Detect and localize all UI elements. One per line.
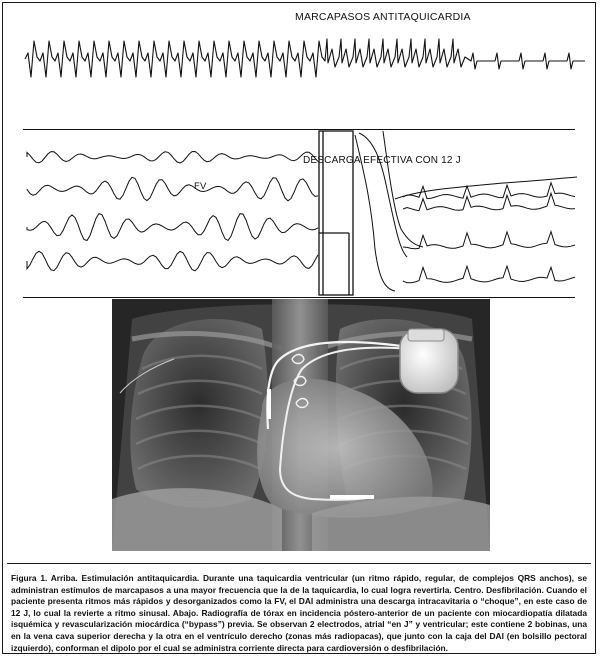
vf-marker: FV <box>194 181 207 192</box>
panel-divider-2 <box>23 297 575 298</box>
ecg-trace-middle <box>3 129 597 301</box>
ecg-strip-top <box>3 23 597 103</box>
figure-page <box>2 2 596 654</box>
caption-box <box>7 563 591 651</box>
figure-caption: Figura 1. Arriba. Estimulación antitaquicardia. Durante una taquicardia ventricular (un ritmo rápido, regular, de complejos QRS anchos), se administran estímulos de marcapasos a una mayor frecuencia que la de la taquicardia, lo cual logra revertirla. Centro. Desfibrilación. Cuando el paciente presenta ritmos más rápidos y desorganizados como la FV, el DAI administra una descarga intracavitaria o “choque”, en este caso de 12 J, lo cual la revierte a ritmo sinusal. Abajo. Radiografía de tórax en incidencia póstero-anterior de un paciente con miocardiopatía dilatada isquémica y revascularización miocárdica (“bypass”) previa. Se observan 2 electrodos, atrial “en J” y ventricular; este contiene 2 bobinas, una en la vena cava superior derecha y la otra en el ventrículo derecho (zonas más radiopacas), que junto con la caja del DAI (en bolsillo pectoral izquierdo), conforman el dipolo por el cual se administra corriente directa para cardioversión o desfibrilación. <box>11 573 587 653</box>
defibrillation-title: DESCARGA EFECTIVA CON 12 J <box>303 155 461 166</box>
ecg-trace-top <box>3 23 597 103</box>
antitachycardia-pacing-title: MARCAPASOS ANTITAQUICARDIA <box>295 11 471 23</box>
chest-xray <box>112 299 490 551</box>
chest-xray-image <box>112 299 490 551</box>
ecg-strip-middle <box>3 129 597 301</box>
